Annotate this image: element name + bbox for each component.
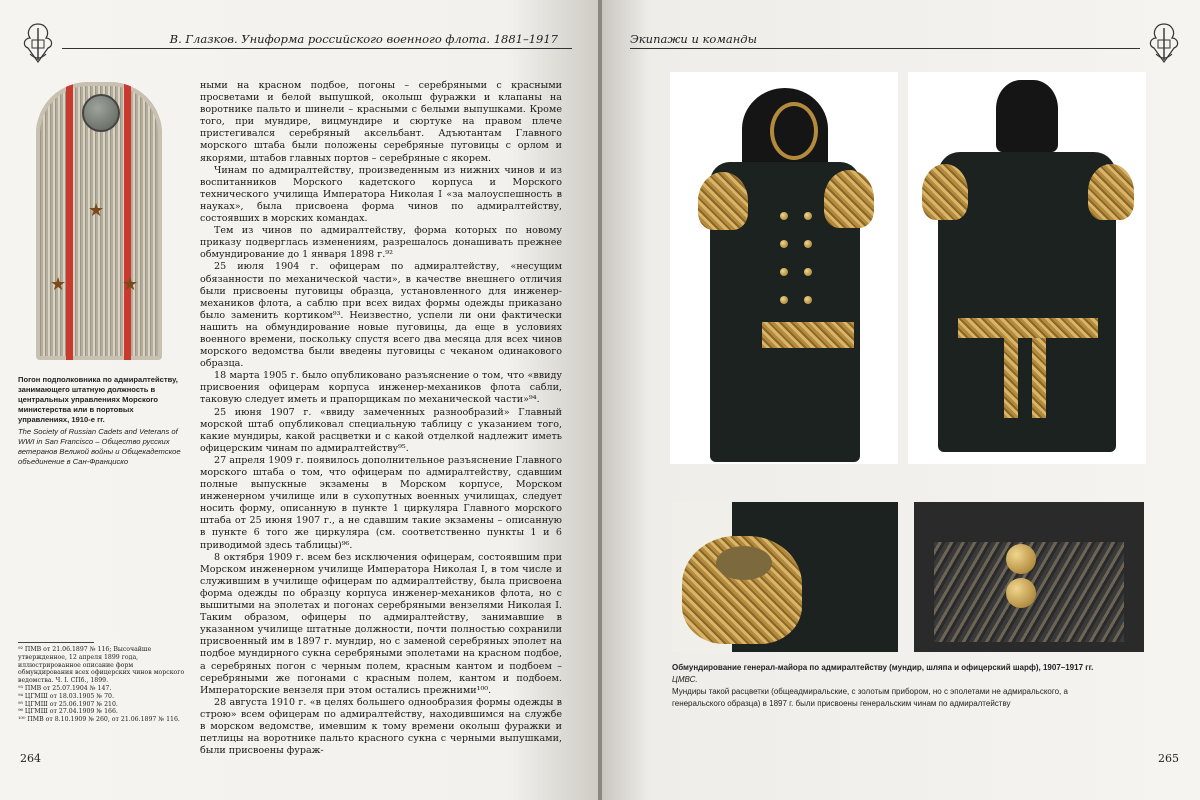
footnote: ⁹⁶ ЦГМШ от 27.04.1909 № 166. bbox=[18, 708, 118, 716]
caption-note: Мундиры такой расцветки (общеадмиральские, с золотым прибором, но с эполетами не адмиральского, а генеральского образца) в 1897 г. были присвоены генеральским чинам по адмиралтейству bbox=[672, 687, 1068, 708]
right-epaulette bbox=[824, 170, 874, 228]
epaulette-button bbox=[82, 94, 120, 132]
paragraph: 25 июня 1907 г. «ввиду замеченных разнообразий» Главный морской штаб опубликовал специальную таблицу с указанием того, какие мундиры, какой расцветки и с какой отделкой надлежит иметь офицерским чинам по адмиралтейству⁹⁵. bbox=[200, 406, 562, 454]
paragraph: 8 октября 1909 г. всем без исключения офицерам, состоявшим при Морском инженерном училище Императора Николая I, в том числе и служившим в училище офицерам по адмиралтейству, была присвоена форма одежды по образцу корпуса инженер-механиков флота, но с вышитыми на эполетах и погонах серебряными вензелями Николая I. Таким образом, офицеры по адмиралтейству, занимавшие в указанном училище штатные должности, почти полностью сохранили присвоенный им в 1897 г. мундир, но с заменой серебряных эполет на подбое мундирного сукна серебряными эполетами на красном подбое, а серебряных погон с черным полем, красным кантом и подбоем – серебряными же погонами с красным полем, кантом и подбоем. Императорские вензеля при этом остались прежними¹⁰⁰. bbox=[200, 551, 562, 696]
paragraph: 27 апреля 1909 г. появилось дополнительное разъяснение Главного морского штаба о том, что офицерам по адмиралтейству, сдавшим полные выпускные экзамены в Морском корпусе, Морском инженерном училище или в сухопутных военных училищах, следует носить форму, описанную в пункте 1 циркуляра Главного морского штаба от 25 июня 1907 г., а не сдавшим такие экзамены – описанную в пункте 6 того же циркуляра (см. соответственно пункты 1 и 6 приводимой здесь таблицы)⁹⁶. bbox=[200, 454, 562, 551]
paragraph: Чинам по адмиралтейству, произведенным из нижних чинов и из воспитанников Морского кадетского корпуса и Морского технического училища Императора Николая I «за малоуспешность в науках», была присвоена форма чинов по адмиралтейству, состоявших в морских командах. bbox=[200, 164, 562, 225]
running-header: Экипажи и команды bbox=[630, 32, 757, 46]
left-epaulette bbox=[698, 172, 748, 230]
coat-button bbox=[804, 240, 812, 248]
star-icon: ★ bbox=[122, 274, 139, 295]
anchor-emblem-icon bbox=[1142, 18, 1186, 66]
right-epaulette bbox=[1088, 164, 1134, 220]
page-number: 265 bbox=[1158, 752, 1179, 765]
coat-button bbox=[804, 296, 812, 304]
uniform-front-photo bbox=[670, 72, 898, 464]
officer-sash bbox=[762, 322, 854, 348]
cuff-detail-photo bbox=[914, 502, 1144, 652]
sash-tail bbox=[1004, 338, 1018, 418]
hat-cockade bbox=[770, 102, 818, 160]
cuff-button bbox=[1006, 544, 1036, 574]
coat-button bbox=[780, 296, 788, 304]
footnote: ⁹² ПМВ от 21.06.1897 № 116; Высочайше утвержденное, 12 апреля 1899 года, иллюстрированное описание форм обмундирования всех офицерских чинов морского ведомства. Ч. I. СПб., 1899. bbox=[18, 646, 185, 685]
caption-title: Погон подполковника по адмиралтейству, занимающего штатную должность в центральных управлениях Морского министерства или в портовых управлениях, 1910-е гг. bbox=[18, 375, 178, 424]
epaulette-stripe bbox=[124, 82, 131, 360]
anchor-emblem-icon bbox=[16, 18, 60, 66]
epaulette-stripe bbox=[66, 82, 73, 360]
header-rule bbox=[630, 48, 1140, 49]
page-number: 264 bbox=[20, 752, 41, 765]
footnote: ⁹⁵ ЦГМШ от 25.06.1907 № 210. bbox=[18, 700, 118, 708]
coat-button bbox=[780, 268, 788, 276]
star-icon: ★ bbox=[50, 274, 67, 295]
main-text bbox=[200, 80, 562, 757]
officer-sash bbox=[958, 318, 1098, 338]
epaulette-detail-photo bbox=[672, 502, 898, 652]
footnote: ⁹³ ПМВ от 25.07.1904 № 147. bbox=[18, 684, 112, 692]
epaulette-caption bbox=[18, 375, 184, 467]
uniform-caption bbox=[672, 662, 1112, 710]
epaulette-photo bbox=[36, 82, 162, 360]
coat-button bbox=[780, 212, 788, 220]
bicorne-hat-back bbox=[996, 80, 1058, 152]
coat-button bbox=[804, 212, 812, 220]
left-epaulette bbox=[922, 164, 968, 220]
paragraph: Тем из чинов по адмиралтейству, форма которых по новому приказу подверглась изменениям, разрешалось донашивать прежнее обмундирование до 1 января 1898 г.⁹² bbox=[200, 225, 562, 261]
footnote: ¹⁰⁰ ПМВ от 8.10.1909 № 260, от 21.06.1897 № 116. bbox=[18, 716, 180, 724]
caption-title: Обмундирование генерал-майора по адмиралтейству (мундир, шляпа и офицерский шарф), 1907–1917 гг. bbox=[672, 663, 1094, 672]
footnote: ⁹⁴ ЦГМШ от 18.03.1905 № 70. bbox=[18, 692, 114, 700]
caption-source: The Society of Russian Cadets and Veterans of WWI in San Francisco – Общество русских ветеранов Великой войны и Общекадетское объединение в Сан-Франциско bbox=[18, 427, 181, 466]
sash-tail bbox=[1032, 338, 1046, 418]
cuff-button bbox=[1006, 578, 1036, 608]
uniform-back-photo bbox=[908, 72, 1146, 464]
running-header: В. Глазков. Униформа российского военного флота. 1881–1917 bbox=[169, 32, 558, 46]
left-page bbox=[0, 0, 598, 800]
footnote-rule bbox=[18, 642, 94, 643]
header-rule bbox=[62, 48, 572, 49]
paragraph: 18 марта 1905 г. было опубликовано разъяснение о том, что «ввиду присвоения офицерам корпуса инженер-механиков флота сабли, таковую следует иметь и прапорщикам по механической части»⁹⁴. bbox=[200, 370, 562, 406]
star-icon: ★ bbox=[88, 200, 105, 221]
epaulette-field bbox=[716, 546, 772, 580]
paragraph: 25 июля 1904 г. офицерам по адмиралтейству, «несущим обязанности по механической части», в качестве внешнего отличия были присвоены пуговицы образца, установленного для инженер-механиков флота, а саблю при всех видах формы одежды приказано было заменить кортиком⁹³. Неизвестно, успели ли они фактически нашить на обмундирование новые пуговицы, да еще в условиях военного времени, поскольку спустя всего два месяца для всех чинов морского ведомства были введены пуговицы с чеканом одинакового образца. bbox=[200, 261, 562, 370]
caption-source: ЦМВС. bbox=[672, 675, 698, 684]
coat-button bbox=[780, 240, 788, 248]
paragraph: 28 августа 1910 г. «в целях большего однообразия формы одежды в строю» всем офицерам по адмиралтейству, находившимся на службе в морском ведомстве, имевшим к тому времени околыш фуражки и петлицы на воротнике пальто красного сукна с черными выпушками, были присвоены фураж- bbox=[200, 696, 562, 757]
paragraph: ными на красном подбое, погоны – серебряными с красными просветами и белой выпушкой, околыш фуражки и клапаны на воротнике пальто и шинели – красными с белыми выпушками. Кроме того, при мундире, вицмундире и сюртуке на правом плече пристегивался серебряный аксельбант. Адъютантам Главного морского штаба были положены серебряные пуговицы с орлом и якорями, штабов главных портов – серебряные с якорем. bbox=[200, 80, 562, 164]
coat-button bbox=[804, 268, 812, 276]
footnotes bbox=[18, 642, 186, 724]
